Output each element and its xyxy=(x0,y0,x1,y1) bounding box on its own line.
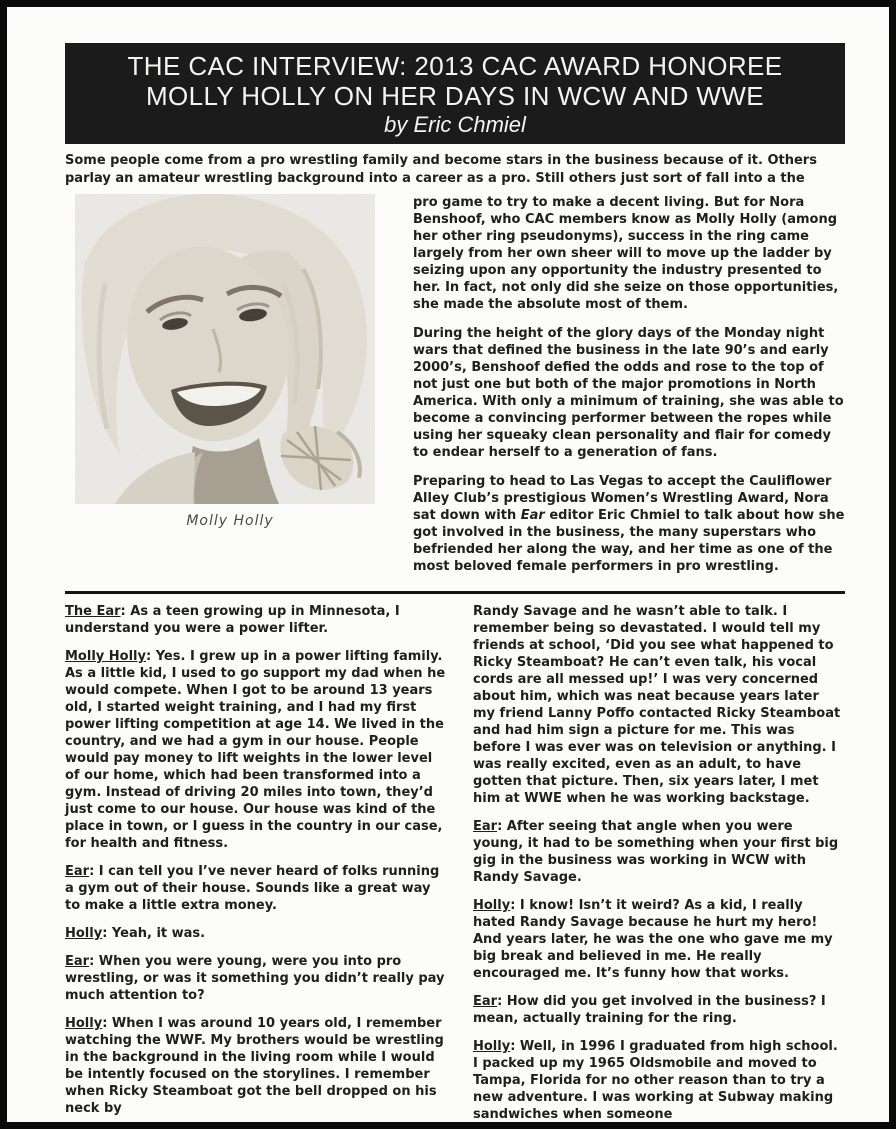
speaker-label: Holly xyxy=(473,898,511,913)
qa-paragraph: Ear: After seeing that angle when you were young, it had to be something when your first big gig in the business was working in WCW with Randy Savage. xyxy=(473,819,839,885)
section-divider xyxy=(65,591,845,594)
qa-paragraph: Ear: How did you get involved in the business? I mean, actually training for the ring. xyxy=(473,994,826,1026)
speaker-label: Ear xyxy=(65,954,90,969)
intro-paragraph: Some people come from a pro wrestling family and become stars in the business because of it. Others parlay an amateur wrestling background into a career as a pro. Still others just sort of fall into a the xyxy=(65,153,817,186)
header-banner xyxy=(65,43,845,144)
lead-paragraph: During the height of the glory days of the Monday night wars that defined the business in the late 90’s and early 2000’s, Benshoof defied the odds and rose to the top of not just one but both of the major promotions in North America. With only a minimum of training, she was able to become a convincing performer between the ropes while using her squeaky clean personality and flair for comedy to endear herself to a generation of fans. xyxy=(413,326,844,460)
byline: by Eric Chmiel xyxy=(384,112,526,137)
qa-paragraph: Holly: Yeah, it was. xyxy=(65,926,206,941)
qa-paragraph: Molly Holly: Yes. I grew up in a power lifting family. As a little kid, I used to go support my dad when he would compete. When I got to be around 13 years old, I started weight training, and I had my first power lifting competition at age 14. We lived in the country, and we had a gym in our house. People would pay money to lift weights in the lower level of our home, which had been transformed into a gym. Instead of driving 20 miles into town, they’d just come to our house. Our house was kind of the place in town, or I guess in the country in our case, for health and fitness. xyxy=(65,649,446,851)
speaker-label: Molly Holly xyxy=(65,649,146,664)
speaker-label: The Ear xyxy=(65,604,121,619)
qa-paragraph: Holly: I know! Isn’t it weird? As a kid, I really hated Randy Savage because he hurt my hero! And years later, he was the one who gave me my big break and believed in me. He really encouraged me. It’s funny how that works. xyxy=(473,898,833,981)
molly-holly-photo xyxy=(75,194,375,504)
qa-paragraph: Ear: When you were young, were you into pro wrestling, or was it something you didn’t really pay much attention to? xyxy=(65,954,445,1003)
speaker-label: Holly xyxy=(65,1016,103,1031)
qa-paragraph: The Ear: As a teen growing up in Minnesota, I understand you were a power lifter. xyxy=(65,604,400,636)
speaker-label: Holly xyxy=(473,1039,511,1054)
interview-section xyxy=(65,603,845,1122)
photo-caption: Molly Holly xyxy=(186,513,274,529)
interview-right-column xyxy=(473,603,845,1122)
title-line-2: MOLLY HOLLY ON HER DAYS IN WCW AND WWE xyxy=(145,81,765,111)
article-page xyxy=(7,7,889,1122)
photo-column xyxy=(75,194,385,587)
lead-text-column xyxy=(413,194,845,587)
lead-paragraph: Preparing to head to Las Vegas to accept the Cauliflower Alley Club’s prestigious Women’s Wrestling Award, Nora sat down with Ear editor Eric Chmiel to talk about how she got involved in the business, the many superstars who befriended her along the way, and her time as one of the most beloved female performers in pro wrestling. xyxy=(413,474,845,574)
title-line-1: THE CAC INTERVIEW: 2013 CAC AWARD HONOREE xyxy=(127,51,783,81)
lead-paragraph: pro game to try to make a decent living. But for Nora Benshoof, who CAC members know as Molly Holly (among her other ring pseudonyms), success in the ring came largely from her own sheer will to move up the ladder by seizing upon any opportunity the industry presented to her. In fact, not only did she seize on those opportunities, she made the absolute most of them. xyxy=(413,195,839,312)
qa-paragraph: Ear: I can tell you I’ve never heard of folks running a gym out of their house. Sounds like a great way to make a little extra money. xyxy=(65,864,440,913)
lead-section xyxy=(65,194,845,587)
qa-paragraph: Holly: Well, in 1996 I graduated from high school. I packed up my 1965 Oldsmobile and moved to Tampa, Florida for no other reason than to try a new adventure. I was working at Subway making sandwiches when someone xyxy=(473,1039,838,1122)
speaker-label: Ear xyxy=(473,994,498,1009)
qa-paragraph: Holly: When I was around 10 years old, I remember watching the WWF. My brothers would be wrestling in the background in the living room while I would be intently focused on the storylines. I remember when Ricky Steamboat got the bell dropped on his neck by xyxy=(65,1016,444,1116)
interview-left-column xyxy=(65,603,447,1122)
qa-paragraph: Randy Savage and he wasn’t able to talk. I remember being so devastated. I would tell my friends at school, ‘Did you see what happened to Ricky Steamboat? He can’t even talk, his vocal cords are all messed up!’ I was very concerned about him, which was neat because years later my friend Lanny Poffo contacted Ricky Steamboat and had him sign a picture for me. This was before I was ever was on television or anything. I was really excited, even as an adult, to have gotten that picture. Then, six years later, I met him at WWE when he was working backstage. xyxy=(473,604,841,806)
speaker-label: Ear xyxy=(65,864,90,879)
speaker-label: Ear xyxy=(473,819,498,834)
speaker-label: Holly xyxy=(65,926,103,941)
